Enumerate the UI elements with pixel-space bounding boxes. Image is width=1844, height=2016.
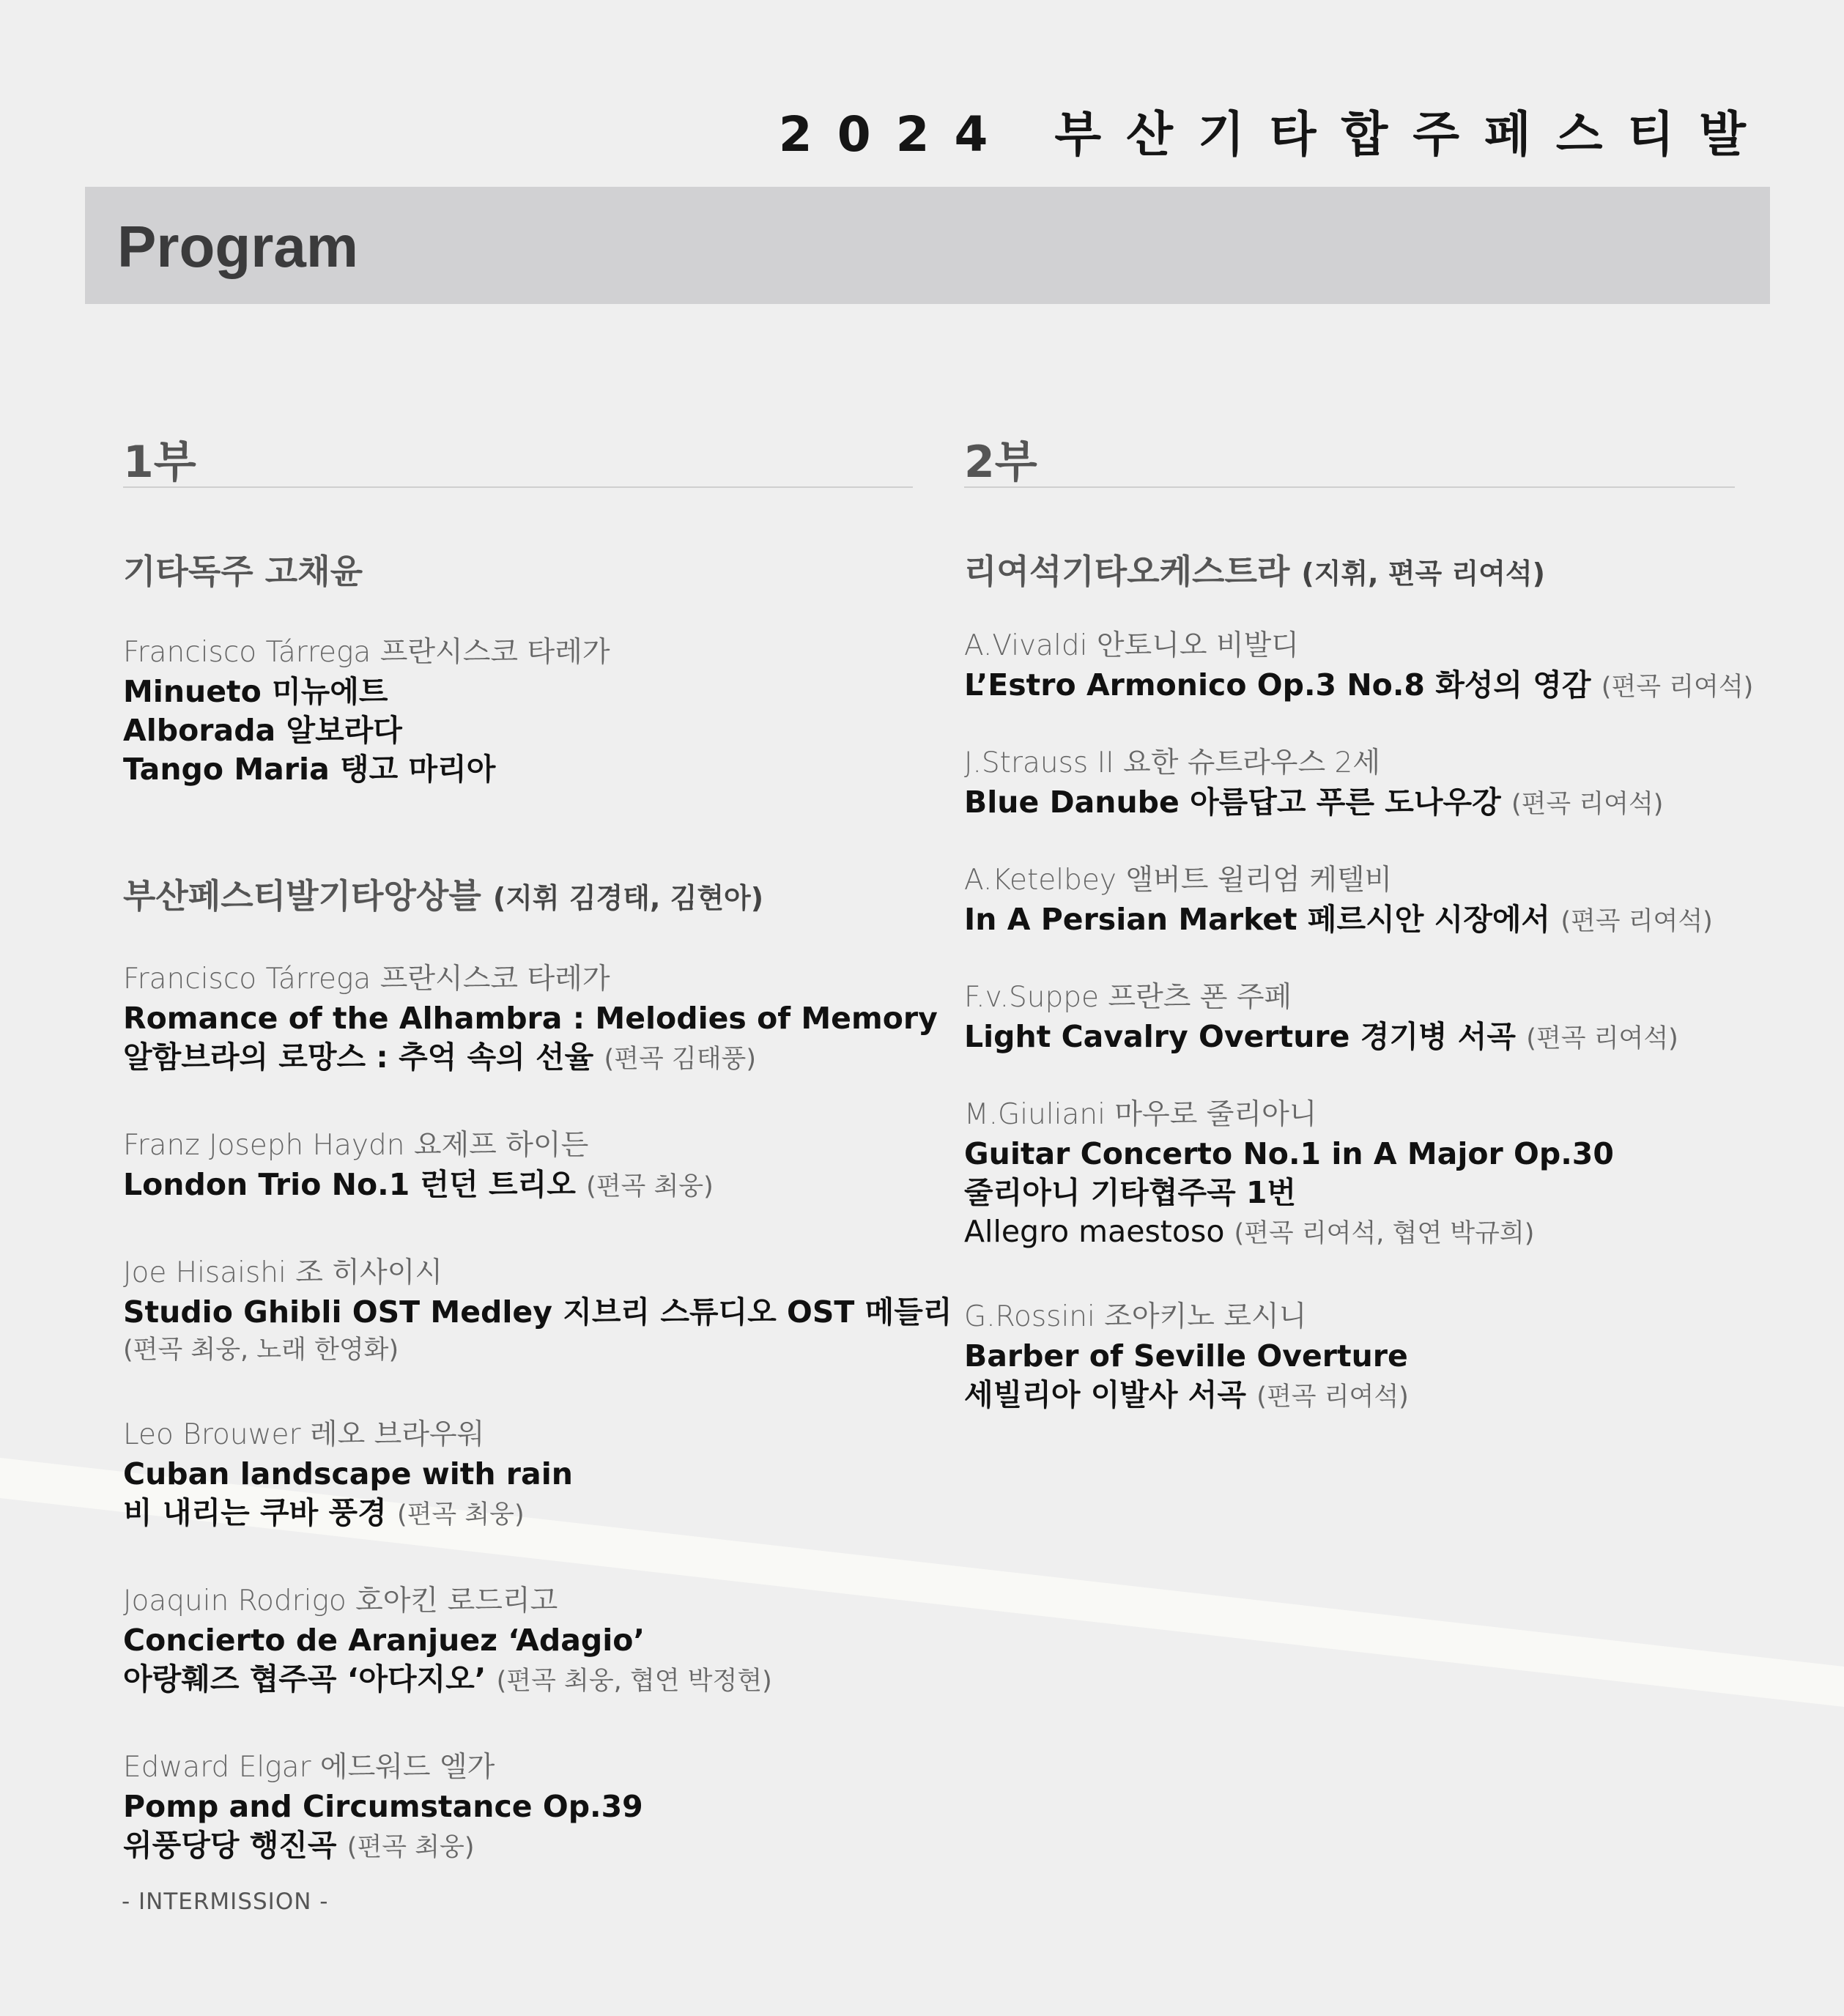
program-piece [123,1253,952,1368]
part2-column [964,437,1754,1417]
part1-section2-title [123,874,913,920]
orchestra-name: 리여석기타오케스트라 [964,552,1290,591]
program-piece [123,1582,913,1701]
composer: Joaquin Rodrigo 호아킨 로드리고 [123,1585,558,1617]
work-title-korean [123,1494,913,1535]
composer: Joe Hisaishi 조 히사이시 [123,1256,443,1289]
arrangement-note: (편곡 최웅) [396,1500,525,1530]
arrangement-note: (편곡 최웅) [586,1172,714,1201]
arrangement-note: (편곡 최웅, 협연 박정현) [496,1667,772,1696]
banner-title: Program [117,214,358,279]
program-piece [123,1415,913,1535]
work-title: Romance of the Alhambra : Melodies of Memory [123,1001,938,1036]
intermission-label: - INTERMISSION - [122,1889,329,1915]
composer: G.Rossini 조아키노 로시니 [964,1300,1307,1333]
work-title [964,666,1754,707]
arrangement-note: (편곡 리여석) [1256,1382,1409,1412]
work-title-text: Light Cavalry Overture 경기병 서곡 [964,1019,1517,1054]
program-piece [964,626,1754,707]
work-title: Alborada 알보라다 [123,713,402,748]
work-title: Studio Ghibli OST Medley 지브리 스튜디오 OST 메들리 [123,1294,952,1330]
arrangement-note: (편곡 리여석, 협연 박규희) [1234,1219,1535,1248]
conductor-note: (지휘, 편곡 리여석) [1301,557,1545,590]
part2-heading: 2부 [964,440,1735,488]
program-piece [964,1297,1735,1417]
composer: Leo Brouwer 레오 브라우워 [123,1418,485,1451]
arrangement-note: (편곡 최웅, 노래 한영화) [123,1335,399,1365]
work-title: Concierto de Aranjuez ‘Adagio’ [123,1623,645,1658]
work-title-korean [123,1038,913,1079]
movement [964,1212,1735,1253]
program-piece [123,960,938,1079]
work-title-korean-text: 비 내리는 쿠바 풍경 [123,1495,387,1530]
work-title-korean: 줄리아니 기타협주곡 1번 [964,1175,1297,1210]
work-title-korean-text: 아랑훼즈 협주곡 ‘아다지오’ [123,1661,486,1697]
part1-column [123,437,952,1867]
program-piece [964,1095,1735,1253]
work-title-text: London Trio No.1 런던 트리오 [123,1167,576,1202]
arrangement-note: (편곡 리여석) [1560,907,1713,936]
work-title-korean-text: 세빌리아 이발사 서곡 [964,1377,1247,1412]
program-piece [123,1126,913,1207]
work-title-korean [123,1660,913,1701]
program-piece [123,1748,913,1867]
program-banner [85,187,1770,304]
work-title-text: Blue Danube 아름답고 푸른 도나우강 [964,785,1501,820]
composer: Edward Elgar 에드워드 엘가 [123,1751,495,1784]
composer: A.Vivaldi 안토니오 비발디 [964,629,1299,662]
work-title [964,900,1735,941]
work-title: Minueto 미뉴에트 [123,674,388,709]
work-title [123,1166,913,1207]
work-title: Cuban landscape with rain [123,1456,573,1491]
work-title-korean [123,1826,913,1867]
conductor-note: (지휘 김경태, 김현아) [492,882,764,914]
work-title [964,1018,1735,1059]
arrangement-note: (편곡 리여석) [1526,1024,1678,1053]
part2-section-title [964,549,1735,596]
work-title-korean-text: 알함브라의 로망스 : 추억 속의 선율 [123,1040,594,1075]
work-title-korean-text: 위풍당당 행진곡 [123,1828,337,1863]
program-piece [964,744,1735,824]
work-title: Guitar Concerto No.1 in A Major Op.30 [964,1136,1614,1171]
composer: Francisco Tárrega 프란시스코 타레가 [123,963,610,996]
arrangement-note: (편곡 김태풍) [604,1045,757,1074]
ensemble-name: 부산페스티발기타앙상블 [123,876,481,916]
program-piece [964,861,1735,941]
arrangement-note: (편곡 리여석) [1601,672,1754,702]
festival-title: 2024 부산기타합주페스티발 [778,106,1771,163]
work-title: Tango Maria 탱고 마리아 [123,752,496,787]
work-title-korean [964,1376,1735,1417]
program-piece [964,978,1735,1059]
movement-text: Allegro maestoso [964,1214,1225,1249]
work-title [964,783,1735,824]
solo-piece [123,633,913,789]
work-title-text: L’Estro Armonico Op.3 No.8 화성의 영감 [964,667,1591,703]
work-title-text: In A Persian Market 페르시안 시장에서 [964,902,1551,937]
composer: F.v.Suppe 프란츠 폰 주페 [964,981,1292,1014]
composer: A.Ketelbey 앨버트 윌리엄 케텔비 [964,864,1393,897]
composer: Francisco Tárrega 프란시스코 타레가 [123,636,610,669]
composer: Franz Joseph Haydn 요제프 하이든 [123,1129,589,1162]
part1-section1-title: 기타독주 고채윤 [123,552,363,591]
composer: J.Strauss II 요한 슈트라우스 2세 [964,746,1381,779]
part1-heading: 1부 [123,440,913,488]
work-title: Barber of Seville Overture [964,1338,1408,1374]
arrangement-note: (편곡 리여석) [1511,790,1664,819]
arrangement-note: (편곡 최웅) [347,1833,475,1862]
work-title: Pomp and Circumstance Op.39 [123,1789,643,1824]
composer: M.Giuliani 마우로 줄리아니 [964,1098,1317,1131]
